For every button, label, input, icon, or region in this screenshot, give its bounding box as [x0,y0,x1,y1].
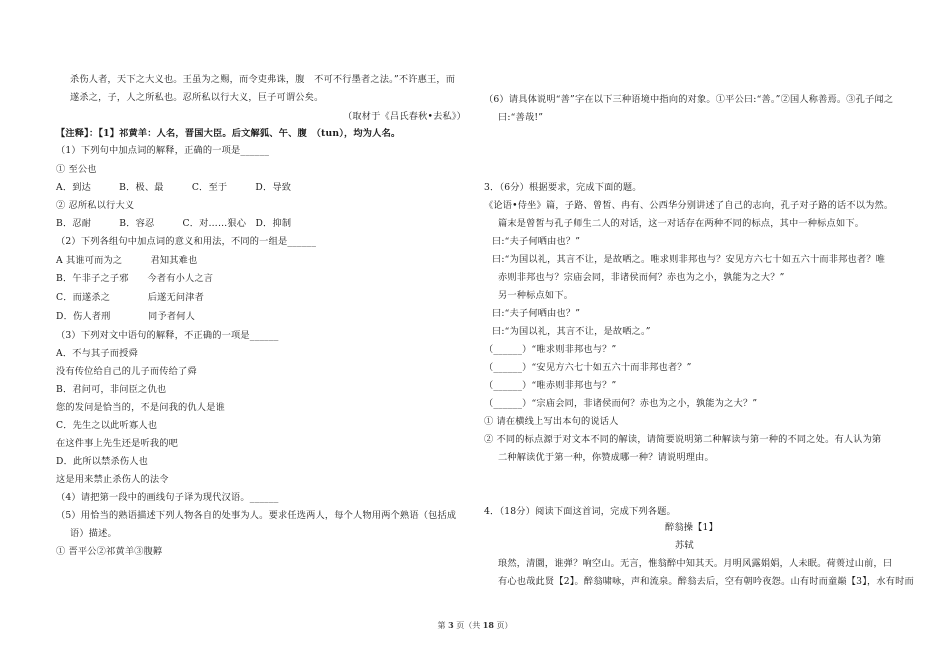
poem-title: 醉翁操【1】 [665,522,718,533]
question-3-heading: 3．（6分）根据要求，完成下面的题。 [484,182,642,193]
question-option: B．君问可，非问臣之仇也 [56,384,167,395]
question-5: （5）用恰当的熟语描述下列人物各自的处事为人。要求任选两人，每个人物用两个熟语（包括成 [56,510,457,521]
question-1: （1）下列句中加点词的解释，正确的一项是______ [56,145,270,156]
question-option: D．伤人者刑 同予者何人 [56,311,195,322]
option-explanation: 在这件事上先生还是听我的吧 [56,438,179,449]
footer-prefix: 第 [437,621,446,630]
question-option: D．此所以禁杀伤人也 [56,456,149,467]
poem-text: 有心也哉此贤【2】。醉翁啸咏，声和流泉。醉翁去后，空有朝吟夜怨。山有时而童巅【3】，水有时而 [498,576,914,587]
question-5-continued: 语）描述。 [70,528,117,539]
page-footer [0,620,950,631]
question-2: （2）下列各组句中加点词的意义和用法，不同的一组是______ [56,236,317,247]
question-3: （3）下列对文中语句的解释，不正确的一项是______ [56,330,279,341]
sub-question-continued: 二种解读优于第一种，你赞成哪一种？请说明理由。 [498,452,714,463]
question-options: A．到达 B．极、最 C．至于 D．导致 [56,182,292,193]
option-explanation: 没有传位给自己的儿子而传给了舜 [56,366,197,377]
question-option: A．不与其子而授舜 [56,348,138,359]
annotation-note: 【注释】：【1】祁黄羊：人名，晋国大臣。后文解狐、午、腹 （tun），均为人名。 [56,128,401,139]
option-explanation: 这是用来禁止杀伤人的法令 [56,474,169,485]
footer-suffix: 页） [496,621,513,630]
question-4-heading: 4．（18分）阅读下面这首词，完成下列各题。 [484,506,676,517]
question-4: （4）请把第一段中的画线句子译为现代汉语。______ [56,492,279,503]
question-item: ② 忍所私以行大义 [56,200,135,211]
text-line: 杀伤人者，天下之大义也。王虽为之赐，而令吏弗诛，腹 不可不行墨者之法。”不许惠王，而 [70,74,456,85]
page-total: 18 [482,620,494,630]
option-explanation: 您的发问是恰当的，不是问我的仇人是谁 [56,402,225,413]
passage-line: 篇末是曾皙与孔子师生二人的对话，这一对话存在两种不同的标点，其中一种标点如下。 [498,218,865,229]
dialogue-line: 赤则非邦也与？宗庙会同，非诸侯而何？赤也为之小，孰能为之大？” [498,272,785,283]
question-option: B．午非子之子邪 今者有小人之言 [56,273,214,284]
passage-line: 《论语•侍坐》篇，子路、曾皙、冉有、公西华分别讲述了自己的志向，孔子对子路的话不以为然。 [484,200,894,211]
question-options: B．忍耐 B．容忍 C．对……狠心 D．抑制 [56,218,292,229]
source-citation: （取材于《吕氏春秋•去私》） [343,111,467,122]
sub-question: ② 不同的标点源于对文本不同的解读，请简要说明第二种解读与第一种的不同之处。有人认为第 [484,434,882,445]
dialogue-line: 曰:“夫子何哂由也？” [492,308,581,319]
question-option: C．而遂杀之 后遂无问津者 [56,292,205,303]
footer-mid: 页（共 [456,621,481,630]
fill-blank-line: （______）“唯求则非邦也与？” [484,344,617,355]
sub-question: ① 请在横线上写出本句的说话人 [484,416,619,427]
dialogue-line: 曰:“夫子何哂由也？” [492,236,581,247]
dialogue-line: 曰:“为国以礼，其言不让，是故哂之。” [492,326,651,337]
question-option: A 其谁可而为之 君知其难也 [56,255,198,266]
fill-blank-line: （______）“安见方六七十如五六十而非邦也者？” [484,362,692,373]
question-option: C．先生之以此听寡人也 [56,420,158,431]
page-number: 3 [448,620,454,630]
fill-blank-line: （______）“宗庙会同，非诸侯而何？赤也为之小，孰能为之大？” [484,398,758,409]
fill-blank-line: （______）“唯赤则非邦也与？” [484,380,617,391]
question-6-continued: 曰:“善哉!” [498,112,544,123]
poem-text: 琅然，清圜，谁弹？响空山。无言，惟翁醉中知其天。月明风露娟娟，人未眠。荷蒉过山前，曰 [498,558,893,569]
dialogue-line: 曰:“为国以礼，其言不让，是故哂之。唯求则非邦也与？安见方六七十如五六十而非邦也者？唯 [492,254,886,265]
poem-author: 苏轼 [675,540,694,551]
question-6: （6）请具体说明“善”字在以下三种语境中指向的对象。①平公曰:“善。”②国人称善焉。③孔子闻之 [484,94,894,105]
question-item: ① 至公也 [56,164,97,175]
question-5-people: ① 晋平公②祁黄羊③腹䵍 [56,546,163,557]
text-line: 遂杀之，子，人之所私也。忍所私以行大义，巨子可谓公矣。 [70,92,324,103]
passage-line: 另一种标点如下。 [498,290,574,301]
